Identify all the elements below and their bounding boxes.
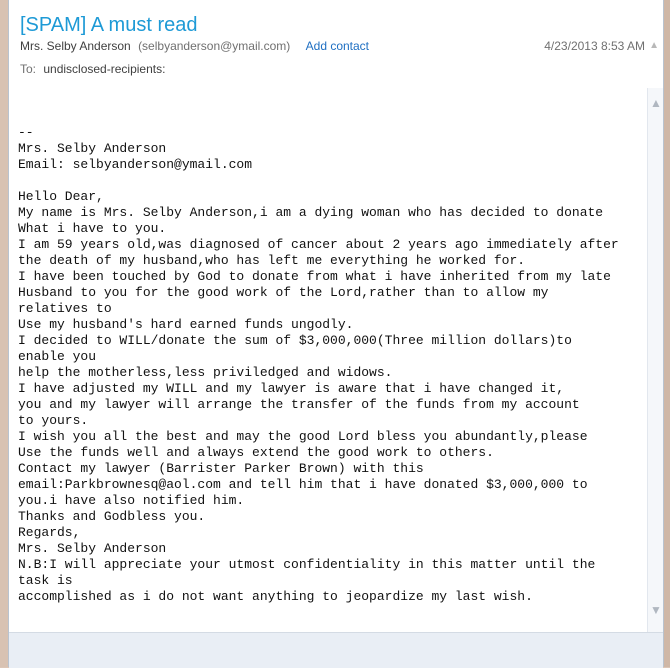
recipient-line bbox=[20, 62, 165, 76]
email-date: 4/23/2013 8:53 AM bbox=[544, 39, 645, 53]
header-scroll-up-icon[interactable]: ▲ bbox=[649, 40, 659, 51]
email-reading-window bbox=[8, 0, 664, 667]
scroll-up-icon[interactable]: ▲ bbox=[650, 96, 662, 110]
window-right-border bbox=[664, 0, 670, 667]
email-subject: [SPAM] A must read bbox=[20, 14, 198, 36]
message-body-pane[interactable] bbox=[9, 88, 649, 632]
message-scrollbar[interactable] bbox=[647, 88, 663, 632]
bottom-pane bbox=[9, 632, 663, 668]
sender-name: Mrs. Selby Anderson bbox=[20, 39, 131, 53]
to-label: To: bbox=[20, 62, 37, 76]
window-left-border bbox=[0, 0, 8, 667]
recipient-value: undisclosed-recipients: bbox=[43, 62, 166, 76]
email-header bbox=[9, 0, 663, 89]
scroll-down-icon[interactable]: ▼ bbox=[650, 603, 662, 617]
message-body-text: -- Mrs. Selby Anderson Email: selbyanderson@ymail.com Hello Dear, My name is Mrs. Selby Anderson,i am a dying woman who has decided to donate What i have to you. I am 59 years old,was diagnosed of cancer about 2 years ago immediately after the death of my husband,who has left me everything he worked for. I have been touched by God to donate from what i have inherited from my late Husband to you for the good work of the Lord,rather than to allow my relatives to Use my husband's hard earned funds ungodly. I decided to WILL/donate the sum of $3,000,000(Three million dollars)to enable you help the motherless,less priviledged and widows. I have adjusted my WILL and my lawyer is aware that i have changed it, you and my lawyer will arrange the transfer of the funds from my account to yours. I wish you all the best and may the good Lord bless you abundantly,please Use the funds well and always extend the good work to others. Contact my lawyer (Barrister Parker Brown) with this email:Parkbrownesq@aol.com and tell him that i have donated $3,000,000 to you.i have also notified him. Thanks and Godbless you. Regards, Mrs. Selby Anderson N.B:I will appreciate your utmost confidentiality in this matter until the task is accomplished as i do not want anything to jeopardize my last wish. bbox=[18, 125, 619, 604]
sender-line bbox=[20, 39, 369, 53]
add-contact-link[interactable]: Add contact bbox=[305, 39, 370, 53]
sender-email: (selbyanderson@ymail.com) bbox=[138, 39, 291, 53]
